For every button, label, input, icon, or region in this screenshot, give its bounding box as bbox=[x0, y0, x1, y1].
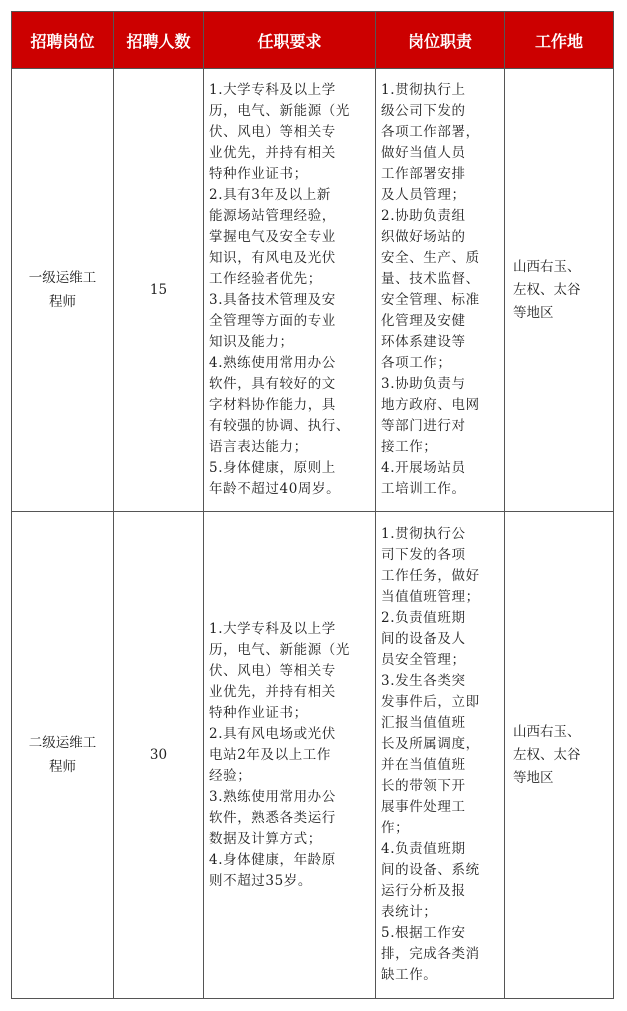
header-row bbox=[12, 12, 614, 69]
header-position: 招聘岗位 bbox=[12, 12, 114, 69]
header-duties: 岗位职责 bbox=[376, 12, 505, 69]
header-requirements: 任职要求 bbox=[204, 12, 376, 69]
location-text: 山西右玉、 左权、太谷 等地区 bbox=[505, 512, 614, 999]
requirements-text: 1.大学专科及以上学 历，电气、新能源（光 伏、风电）等相关专 业优先，并持有相关 特种作业证书； 2.具有风电场或光伏 电站2年及以上工作 经验； 3.熟练使用常用办公 软件，熟悉各类运行 数据及计算方式； 4.身体健康，年龄原 则不超过35岁。 bbox=[204, 512, 376, 999]
headcount-value: 15 bbox=[114, 69, 204, 512]
position-title: 一级运维工 程师 bbox=[12, 69, 114, 512]
table-row bbox=[12, 512, 614, 999]
position-title: 二级运维工 程师 bbox=[12, 512, 114, 999]
duties-text: 1.贯彻执行上 级公司下发的 各项工作部署， 做好当值人员 工作部署安排 及人员管理； 2.协助负责组 织做好场站的 安全、生产、质 量、技术监督、 安全管理、标准 化管理及安健 环体系建设等 各项工作； 3.协助负责与 地方政府、电网 等部门进行对 接工作； 4.开展场站员 工培训工作。 bbox=[376, 69, 505, 512]
table-body bbox=[12, 69, 614, 999]
table-row bbox=[12, 69, 614, 512]
header-headcount: 招聘人数 bbox=[114, 12, 204, 69]
headcount-value: 30 bbox=[114, 512, 204, 999]
recruitment-table-container bbox=[11, 11, 614, 999]
duties-text: 1.贯彻执行公 司下发的各项 工作任务，做好 当值值班管理； 2.负责值班期 间的设备及人 员安全管理； 3.发生各类突 发事件后，立即 汇报当值值班 长及所属调度， 并在当值值班 长的带领下开 展事件处理工 作； 4.负责值班期 间的设备、系统 运行分析及报 表统计； 5.根据工作安 排，完成各类消 缺工作。 bbox=[376, 512, 505, 999]
header-location: 工作地 bbox=[505, 12, 614, 69]
recruitment-table bbox=[11, 11, 614, 999]
requirements-text: 1.大学专科及以上学 历，电气、新能源（光 伏、风电）等相关专 业优先，并持有相关 特种作业证书； 2.具有3年及以上新 能源场站管理经验， 掌握电气及安全专业 知识，有风电及光伏 工作经验者优先； 3.具备技术管理及安 全管理等方面的专业 知识及能力； 4.熟练使用常用办公 软件，具有较好的文 字材料协作能力，具 有较强的协调、执行、 语言表达能力； 5.身体健康，原则上 年龄不超过40周岁。 bbox=[204, 69, 376, 512]
location-text: 山西右玉、 左权、太谷 等地区 bbox=[505, 69, 614, 512]
table-header bbox=[12, 12, 614, 69]
